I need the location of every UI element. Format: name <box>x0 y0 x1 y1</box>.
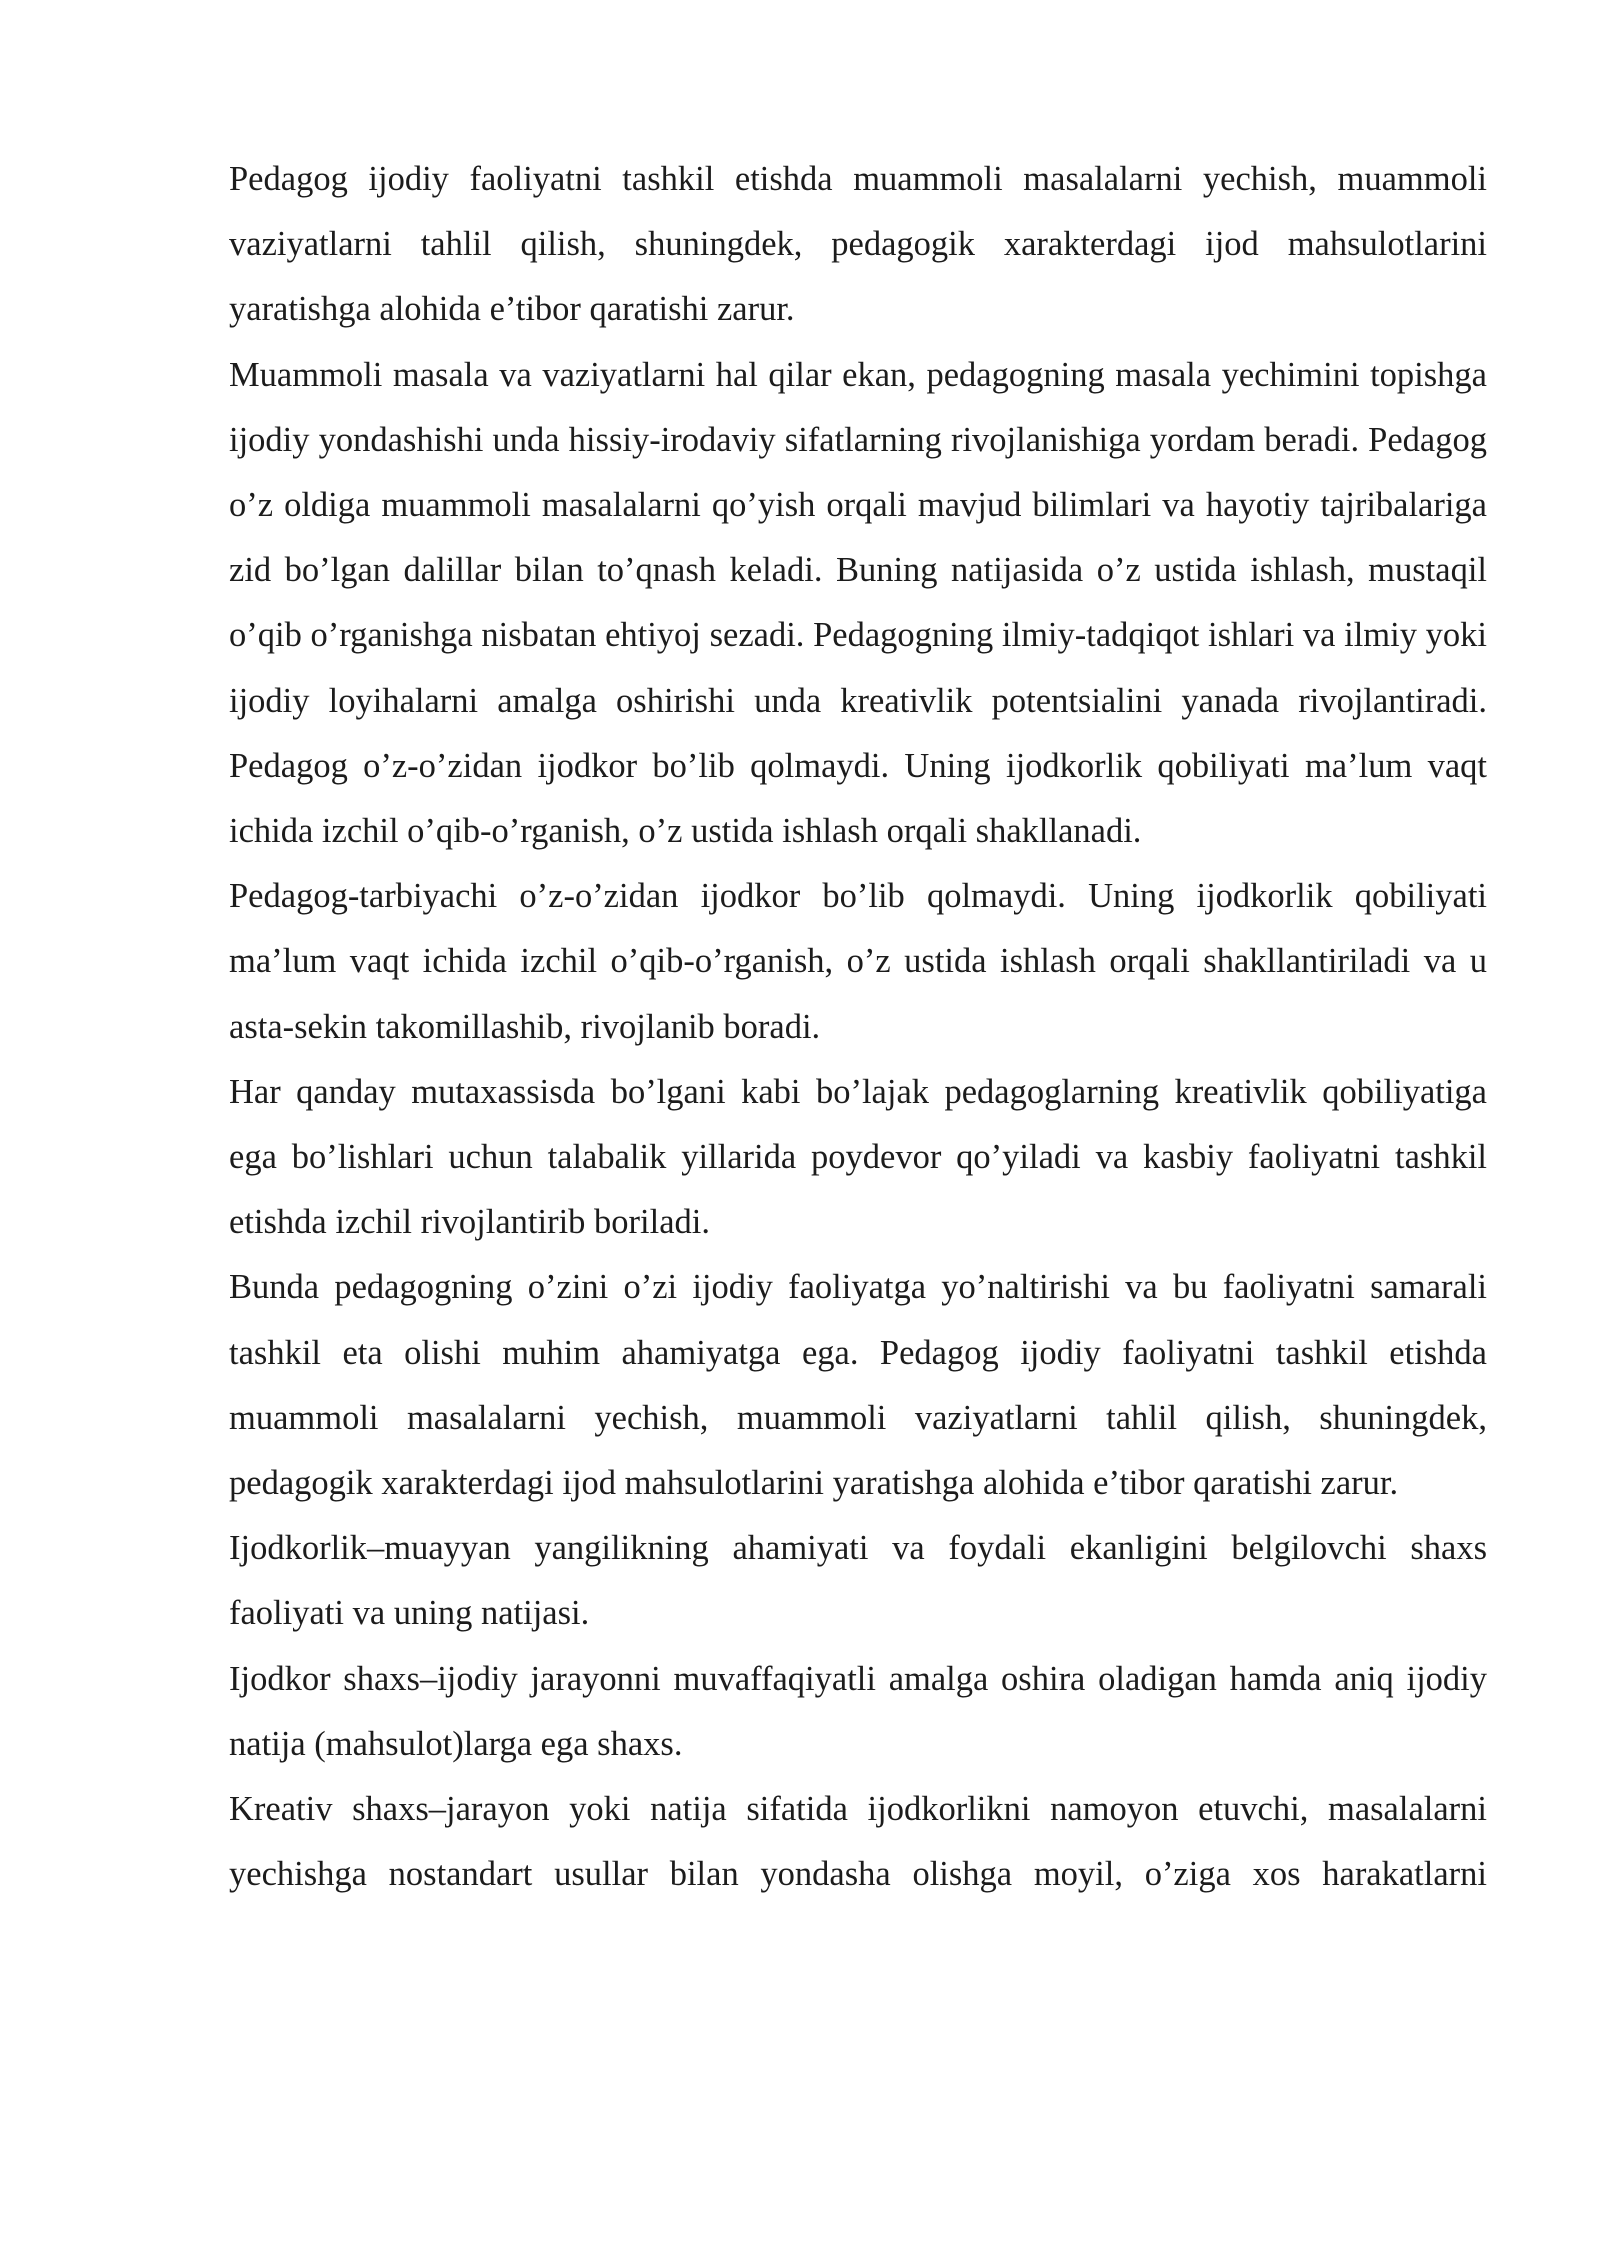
paragraph-4: Har qanday mutaxassisda bo’lgani kabi bo’lajak pedagoglarning kreativlik qobiliyatiga ega bo’lishlari uchun talabalik yillarida poydevor qo’yiladi va kasbiy faoliyatni tashkil etishda izchil rivojlantirib boriladi. <box>229 1072 1487 1242</box>
paragraph-2: Muammoli masala va vaziyatlarni hal qilar ekan, pedagogning masala yechimini topishga ijodiy yondashishi unda hissiy-irodaviy sifatlarning rivojlanishiga yordam beradi. Pedagog o’z oldiga muammoli masalalarni qo’yish orqali mavjud bilimlari va hayotiy tajribalariga zid bo’lgan dalillar bilan to’qnash keladi. Buning natijasida o’z ustida ishlash, mustaqil o’qib o’rganishga nisbatan ehtiyoj sezadi. Pedagogning ilmiy-tadqiqot ishlari va ilmiy yoki ijodiy loyihalarni amalga oshirishi unda kreativlik potentsialini yanada rivojlantiradi. Pedagog o’z-o’zidan ijodkor bo’lib qolmaydi. Uning ijodkorlik qobiliyati ma’lum vaqt ichida izchil o’qib-o’rganish, o’z ustida ishlash orqali shakllanadi. <box>229 355 1487 851</box>
paragraph-7: Ijodkor shaxs–ijodiy jarayonni muvaffaqiyatli amalga oshira oladigan hamda aniq ijodiy natija (mahsulot)larga ega shaxs. <box>229 1659 1487 1763</box>
paragraph-1: Pedagog ijodiy faoliyatni tashkil etishda muammoli masalalarni yechish, muammoli vaziyatlarni tahlil qilish, shuningdek, pedagogik xarakterdagi ijod mahsulotlarini yaratishga alohida e’tibor qaratishi zarur. <box>229 160 1487 329</box>
body-text <box>229 147 1487 1907</box>
paragraph-3: Pedagog-tarbiyachi o’z-o’zidan ijodkor bo’lib qolmaydi. Uning ijodkorlik qobiliyati ma’lum vaqt ichida izchil o’qib-o’rganish, o’z ustida ishlash orqali shakllantiriladi va u asta-sekin takomillashib, rivojlanib boradi. <box>229 877 1487 1046</box>
paragraph-5: Bunda pedagogning o’zini o’zi ijodiy faoliyatga yo’naltirishi va bu faoliyatni samarali tashkil eta olishi muhim ahamiyatga ega. Pedagog ijodiy faoliyatni tashkil etishda muammoli masalalarni yechish, muammoli vaziyatlarni tahlil qilish, shuningdek, pedagogik xarakterdagi ijod mahsulotlarini yaratishga alohida e’tibor qaratishi zarur. <box>229 1268 1487 1503</box>
paragraph-8: Kreativ shaxs–jarayon yoki natija sifatida ijodkorlikni namoyon etuvchi, masalalarni yechishga nostandart usullar bilan yondasha olishga moyil, o’ziga xos harakatlarni <box>229 1790 1487 1894</box>
paragraph-6: Ijodkorlik–muayyan yangilikning ahamiyati va foydali ekanligini belgilovchi shaxs faoliyati va uning natijasi. <box>229 1529 1487 1633</box>
